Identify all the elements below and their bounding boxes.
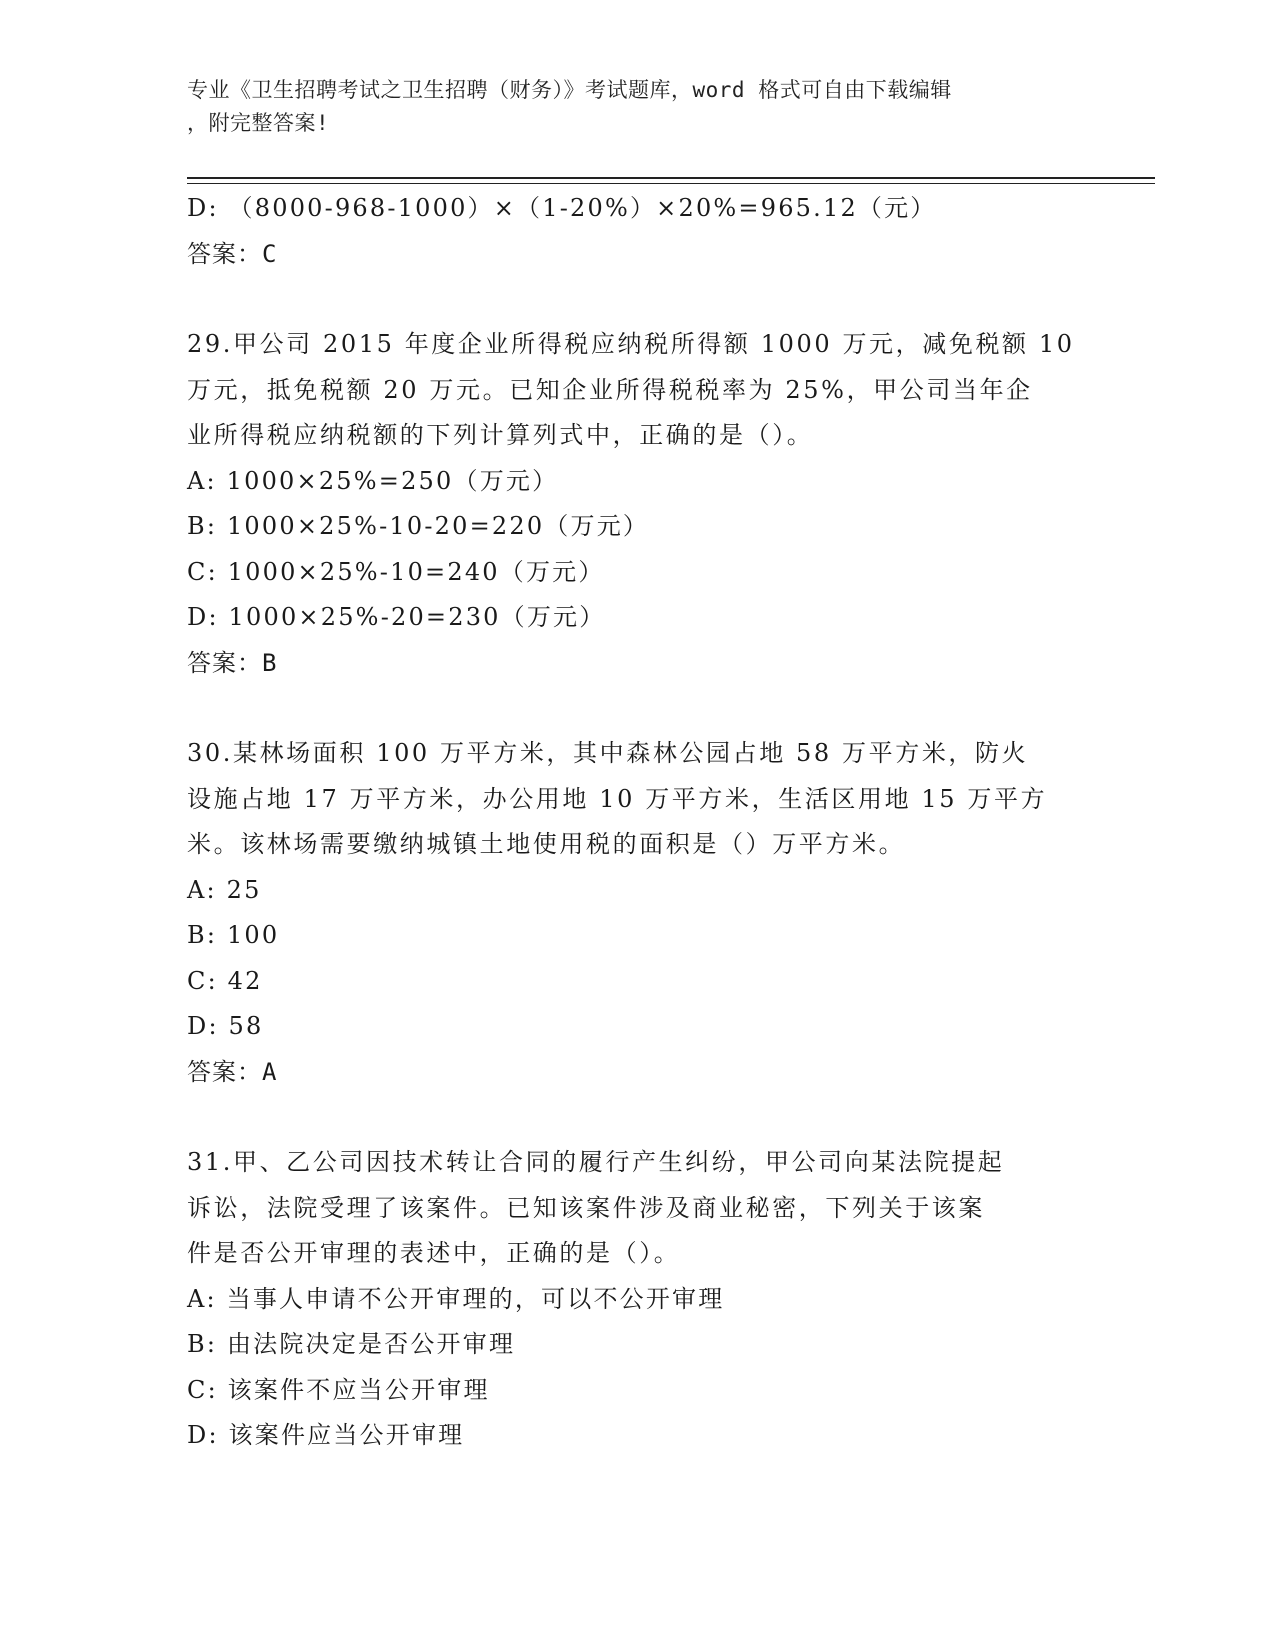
previous-question-tail [187,186,1087,277]
option-d: D: （8000-968-1000）×（1-20%）×20%=965.12（元） [187,194,937,222]
stem-line: 31.甲、乙公司因技术转让合同的履行产生纠纷，甲公司向某法院提起 [187,1148,1005,1176]
option-a: A: 25 [187,875,262,904]
stem-line: 设施占地 17 万平方米，办公用地 10 万平方米，生活区用地 15 万平方 [187,784,1048,813]
answer-line: 答案：A [187,1057,278,1086]
option-c: C: 42 [187,966,263,995]
option-c: C: 1000×25%-10=240（万元） [187,557,605,586]
option-d: D: 该案件应当公开审理 [187,1421,465,1449]
question-29 [187,322,1087,686]
stem-line: 万元，抵免税额 20 万元。已知企业所得税税率为 25%，甲公司当年企 [187,375,1033,404]
option-b: B: 100 [187,921,280,949]
stem-line: 业所得税应纳税额的下列计算列式中，正确的是（）。 [187,421,814,449]
header-line-1: 专业《卫生招聘考试之卫生招聘（财务）》考试题库，word 格式可自由下载编辑 [187,78,952,102]
answer-line: 答案：C [187,239,278,268]
stem-line: 件是否公开审理的表述中，正确的是（）。 [187,1239,681,1267]
answer-line: 答案：B [187,648,278,677]
option-d: D: 1000×25%-20=230（万元） [187,603,606,631]
page-header [187,74,1077,140]
header-rule-thin [187,183,1155,184]
stem-line: 诉讼，法院受理了该案件。已知该案件涉及商业秘密，下列关于该案 [187,1193,985,1222]
option-c: C: 该案件不应当公开审理 [187,1375,490,1404]
header-line-2: ，附完整答案! [187,111,330,135]
question-stem [187,1140,1087,1277]
stem-line: 米。该林场需要缴纳城镇土地使用税的面积是（）万平方米。 [187,830,906,858]
option-b: B: 由法院决定是否公开审理 [187,1330,516,1358]
question-stem [187,322,1087,459]
option-d: D: 58 [187,1012,264,1040]
document-body [187,186,1087,1459]
stem-line: 29.甲公司 2015 年度企业所得税应纳税所得额 1000 万元，减免税额 10 [187,330,1075,358]
option-a: A: 1000×25%=250（万元） [187,466,559,495]
stem-line: 30.某林场面积 100 万平方米，其中森林公园占地 58 万平方米，防火 [187,739,1029,767]
question-31 [187,1140,1087,1459]
option-b: B: 1000×25%-10-20=220（万元） [187,512,650,540]
question-stem [187,731,1087,868]
question-30 [187,731,1087,1095]
header-rule-thick [187,177,1155,179]
option-a: A: 当事人申请不公开审理的，可以不公开审理 [187,1284,725,1313]
